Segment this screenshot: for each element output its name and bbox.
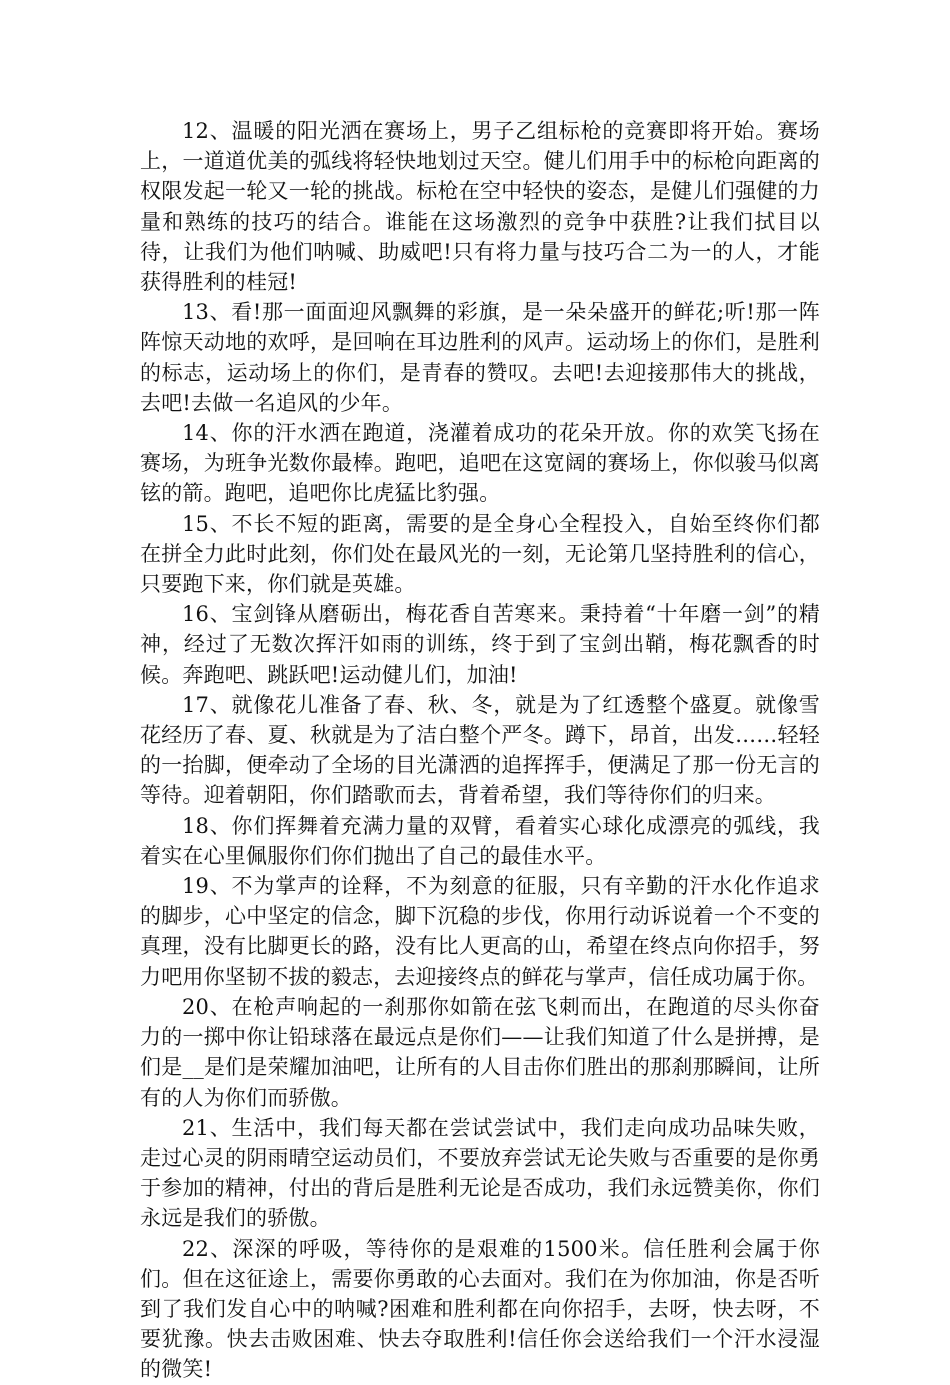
paragraph-15: 15、不长不短的距离，需要的是全身心全程投入，自始至终你们都在拼全力此时此刻，你们处在最风光的一刻，无论第几坚持胜利的信心，只要跑下来，你们就是英雄。: [140, 511, 820, 597]
paragraph-21: 21、生活中，我们每天都在尝试尝试中，我们走向成功品味失败，走过心灵的阴雨晴空运动员们，不要放弃尝试无论失败与否重要的是你勇于参加的精神，付出的背后是胜利无论是否成功，我们永远赞美你，你们永远是我们的骄傲。: [140, 1115, 820, 1231]
paragraph-16: 16、宝剑锋从磨砺出，梅花香自苦寒来。秉持着“十年磨一剑”的精神，经过了无数次挥汗如雨的训练，终于到了宝剑出鞘，梅花飘香的时候。奔跑吧、跳跃吧!运动健儿们，加油!: [140, 602, 820, 687]
paragraph-22: 22、深深的呼吸，等待你的是艰难的1500米。信任胜利会属于你们。但在这征途上，需要你勇敢的心去面对。我们在为你加油，你是否听到了我们发自心中的呐喊?困难和胜利都在向你招手，去呀，快去呀，不要犹豫。快去击败困难、快去夺取胜利!信任你会送给我们一个汗水浸湿的微笑!: [140, 1236, 820, 1382]
paragraph-18: 18、你们挥舞着充满力量的双臂，看着实心球化成漂亮的弧线，我着实在心里佩服你们你们抛出了自己的最佳水平。: [140, 813, 820, 868]
paragraph-14: 14、你的汗水洒在跑道，浇灌着成功的花朵开放。你的欢笑飞扬在赛场，为班争光数你最棒。跑吧，追吧在这宽阔的赛场上，你似骏马似离铉的箭。跑吧，追吧你比虎猛比豹强。: [140, 421, 820, 506]
document-body: [140, 116, 820, 1385]
paragraph-19: 19、不为掌声的诠释，不为刻意的征服，只有辛勤的汗水化作追求的脚步，心中坚定的信念，脚下沉稳的步伐，你用行动诉说着一个不变的真理，没有比脚更长的路，没有比人更高的山，希望在终点向你招手，努力吧用你坚韧不拔的毅志，去迎接终点的鲜花与掌声，信任成功属于你。: [140, 874, 820, 989]
paragraph-17: 17、就像花儿准备了春、秋、冬，就是为了红透整个盛夏。就像雪花经历了春、夏、秋就是为了洁白整个严冬。蹲下，昂首，出发……轻轻的一抬脚，便牵动了全场的目光潇洒的追挥挥手，便满足了那一份无言的等待。迎着朝阳，你们踏歌而去，背着希望，我们等待你们的归来。: [140, 692, 820, 808]
paragraph-12: 12、温暖的阳光洒在赛场上，男子乙组标枪的竞赛即将开始。赛场上，一道道优美的弧线将轻快地划过天空。健儿们用手中的标枪向距离的权限发起一轮又一轮的挑战。标枪在空中轻快的姿态，是健儿们强健的力量和熟练的技巧的结合。谁能在这场激烈的竞争中获胜?让我们拭目以待，让我们为他们呐喊、助威吧!只有将力量与技巧合二为一的人，才能获得胜利的桂冠!: [140, 119, 820, 295]
paragraph-20: 20、在枪声响起的一刹那你如箭在弦飞刺而出，在跑道的尽头你奋力的一掷中你让铅球落在最远点是你们——让我们知道了什么是拼搏，是们是__是们是荣耀加油吧，让所有的人目击你们胜出的那刹那瞬间，让所有的人为你们而骄傲。: [140, 994, 820, 1110]
paragraph-13: 13、看!那一面面迎风飘舞的彩旗，是一朵朵盛开的鲜花;听!那一阵阵惊天动地的欢呼，是回响在耳边胜利的风声。运动场上的你们，是胜利的标志，运动场上的你们，是青春的赞叹。去吧!去迎接那伟大的挑战，去吧!去做一名追风的少年。: [140, 300, 820, 415]
